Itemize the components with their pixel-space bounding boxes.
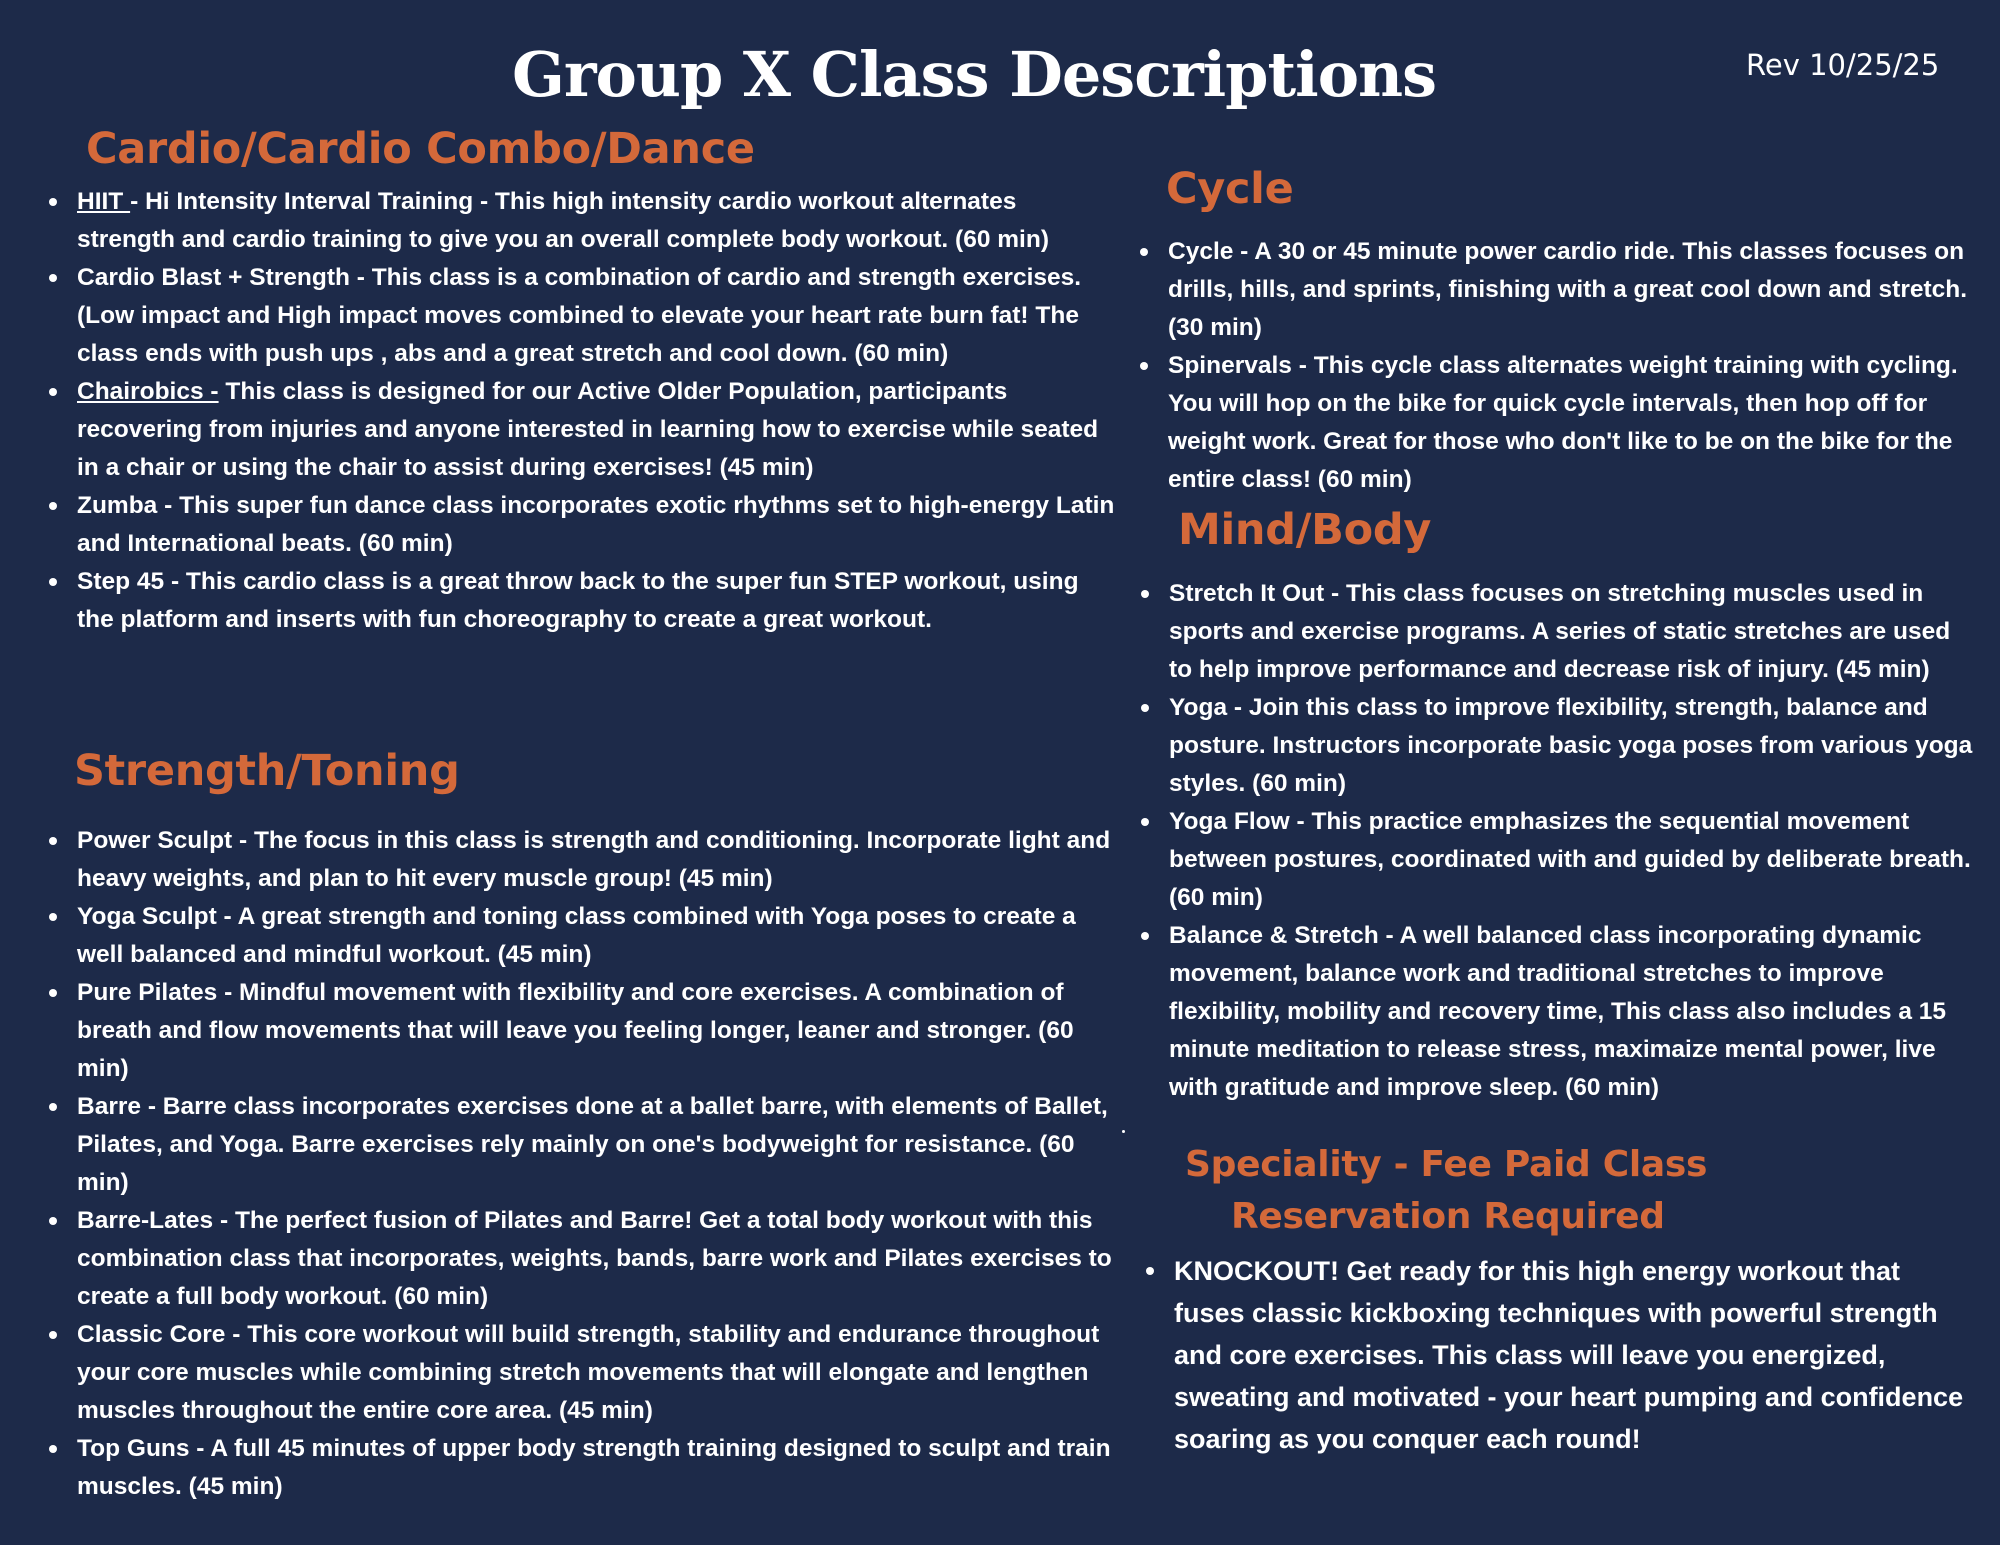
list-item-pure-pilates: Pure Pilates - Mindful movement with flexibility and core exercises. A combination of breath and flow movements that will leave you feeling longer, leaner and stronger. (60 min)	[77, 974, 1125, 1088]
speciality-class-list	[1174, 1250, 1974, 1460]
list-item-hiit: HIIT - Hi Intensity Interval Training - This high intensity cardio workout alternates strength and cardio training to give you an overall complete body workout. (60 min)	[77, 183, 1117, 259]
class-name-hiit: HIIT	[77, 188, 131, 215]
section-heading-mind-body: Mind/Body	[1178, 505, 1432, 555]
list-item-stretch-it-out: Stretch It Out - This class focuses on stretching muscles used in sports and exercise programs. A series of static stretches are used to help improve performance and decrease risk of injury. (45 min)	[1169, 575, 1977, 689]
list-item-knockout: KNOCKOUT! Get ready for this high energy workout that fuses classic kickboxing techniques with powerful strength and core exercises. This class will leave you energized, sweating and motivated - your heart pumping and confidence soaring as you conquer each round!	[1174, 1250, 1974, 1460]
list-item-cycle: Cycle - A 30 or 45 minute power cardio ride. This classes focuses on drills, hills, and sprints, finishing with a great cool down and stretch. (30 min)	[1168, 233, 1968, 347]
list-item-spinervals: Spinervals - This cycle class alternates weight training with cycling. You will hop on the bike for quick cycle intervals, then hop off for weight work. Great for those who don't like to be on the bike for the entire class! (60 min)	[1168, 347, 1968, 499]
list-item-top-guns: Top Guns - A full 45 minutes of upper body strength training designed to sculpt and train muscles. (45 min)	[77, 1430, 1125, 1506]
list-item-yoga-sculpt: Yoga Sculpt - A great strength and toning class combined with Yoga poses to create a well balanced and mindful workout. (45 min)	[77, 898, 1125, 974]
list-item-chairobics: Chairobics - This class is designed for our Active Older Population, participants recovering from injuries and anyone interested in learning how to exercise while seated in a chair or using the chair to assist during exercises! (45 min)	[77, 373, 1117, 487]
list-item-zumba: Zumba - This super fun dance class incorporates exotic rhythms set to high-energy Latin and International beats. (60 min)	[77, 487, 1117, 563]
list-item-cardio-blast: Cardio Blast + Strength - This class is a combination of cardio and strength exercises. (Low impact and High impact moves combined to elevate your heart rate burn fat! The class ends with push ups , abs and a great stretch and cool down. (60 min)	[77, 259, 1112, 373]
section-heading-speciality: Speciality - Fee Paid Class	[1185, 1144, 1708, 1185]
list-item-balance-stretch: Balance & Stretch - A well balanced class incorporating dynamic movement, balance work and traditional stretches to improve flexibility, mobility and recovery time, This class also includes a 15 minute meditation to release stress, maximaize mental power, live with gratitude and improve sleep. (60 min)	[1169, 917, 1977, 1107]
list-item-barre: Barre - Barre class incorporates exercises done at a ballet barre, with elements of Ballet, Pilates, and Yoga. Barre exercises rely mainly on one's bodyweight for resistance. (60 min)	[77, 1088, 1125, 1202]
list-item-classic-core: Classic Core - This core workout will build strength, stability and endurance throughout your core muscles while combining stretch movements that will elongate and lengthen muscles throughout the entire core area. (45 min)	[77, 1316, 1125, 1430]
section-heading-strength: Strength/Toning	[74, 746, 460, 796]
cardio-class-list	[77, 183, 1117, 639]
section-subheading-reservation: Reservation Required	[1231, 1196, 1665, 1237]
list-item-yoga-flow: Yoga Flow - This practice emphasizes the sequential movement between postures, coordinated with and guided by deliberate breath. (60 min)	[1169, 803, 1977, 917]
revision-date: Rev 10/25/25	[1746, 48, 1940, 82]
list-item-barre-lates: Barre-Lates - The perfect fusion of Pilates and Barre! Get a total body workout with this combination class that incorporates, weights, bands, barre work and Pilates exercises to create a full body workout. (60 min)	[77, 1202, 1125, 1316]
list-item-step-45: Step 45 - This cardio class is a great throw back to the super fun STEP workout, using the platform and inserts with fun choreography to create a great workout.	[77, 563, 1117, 639]
class-name-chairobics: Chairobics -	[77, 378, 219, 405]
strength-class-list	[77, 822, 1125, 1506]
stray-dot	[1122, 1130, 1125, 1133]
page-title: Group X Class Descriptions	[511, 38, 1437, 111]
list-item-yoga: Yoga - Join this class to improve flexibility, strength, balance and posture. Instructors incorporate basic yoga poses from various yoga styles. (60 min)	[1169, 689, 1977, 803]
section-heading-cardio: Cardio/Cardio Combo/Dance	[86, 124, 755, 174]
mind-body-class-list	[1169, 575, 1977, 1107]
list-item-power-sculpt: Power Sculpt - The focus in this class is strength and conditioning. Incorporate light and heavy weights, and plan to hit every muscle group! (45 min)	[77, 822, 1125, 898]
section-heading-cycle: Cycle	[1166, 164, 1294, 214]
cycle-class-list	[1168, 233, 1968, 499]
